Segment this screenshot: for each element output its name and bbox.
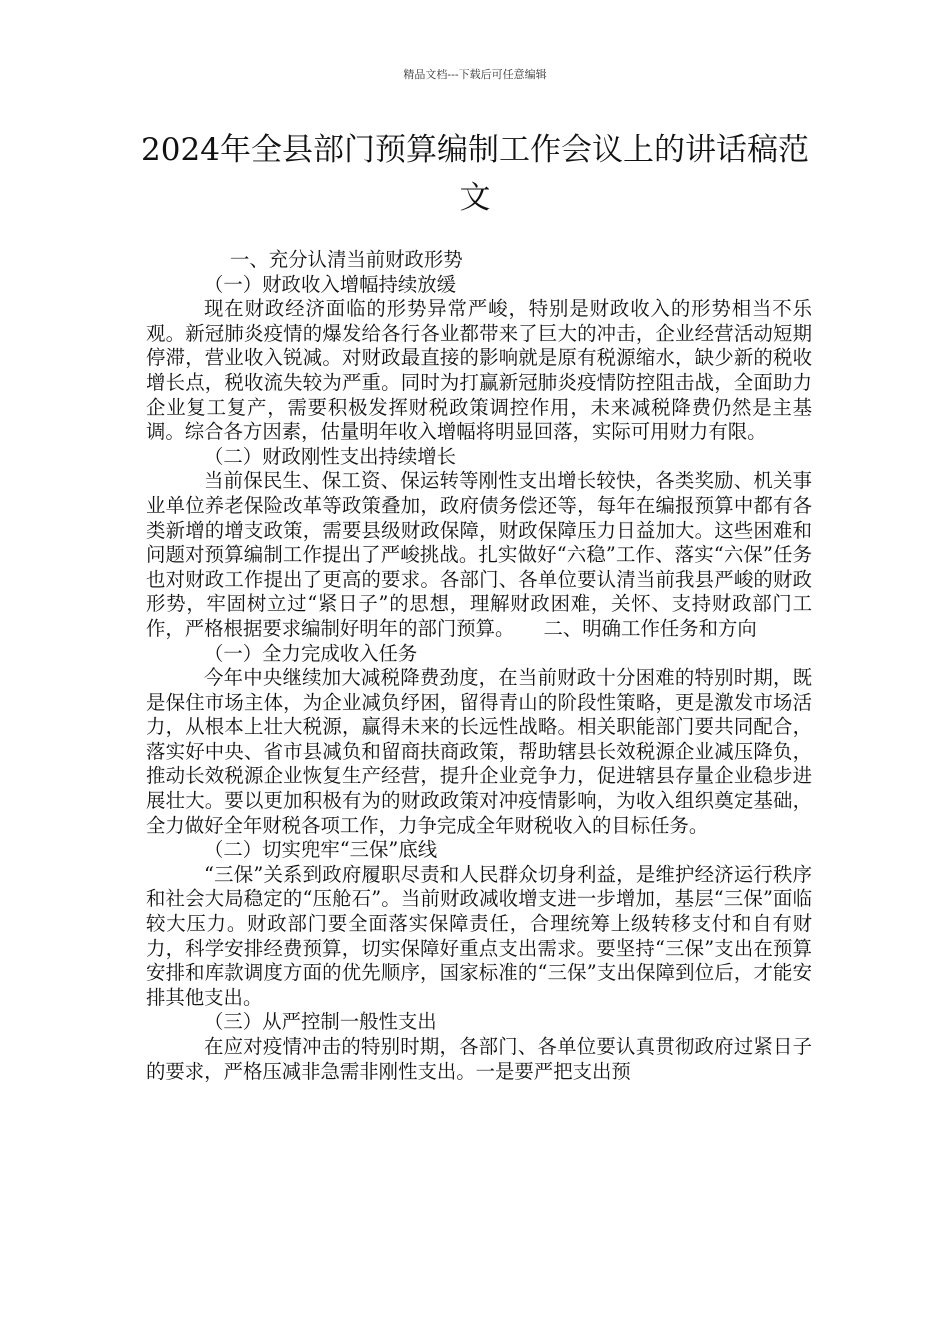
subsection-heading-1-2: （二）财政刚性支出持续增长 [204,444,457,468]
paragraph-2-2: “三保”关系到政府履职尽责和人民群众切身利益，是维护经济运行秩序和社会大局稳定的“压舱石”。当前财政减收增支进一步增加，基层“三保”面临较大压力。财政部门要全面落实保障责任，合理统筹上级转移支付和自有财力，科学安排经费预算，切实保障好重点支出需求。要坚持“三保”支出在预算安排和库款调度方面的优先顺序，国家标准的“三保”支出保障到位后，才能安排其他支出。 [146,862,812,1009]
subsection-heading-2-1: （一）全力完成收入任务 [204,641,418,665]
section-heading-1: 一、充分认清当前财政形势 [230,248,463,271]
paragraph-2-1: 今年中央继续加大减税降费劲度，在当前财政十分困难的特别时期，既是保住市场主体，为企业减负纾困，留得青山的阶段性策略，更是激发市场活力，从根本上壮大税源，赢得未来的长远性战略。相关职能部门要共同配合，落实好中央、省市县减负和留商扶商政策，帮助辖县长效税源企业减压降负，推动长效税源企业恢复生产经营，提升企业竞争力，促进辖县存量企业稳步进展壮大。要以更加积极有为的财政政策对冲疫情影响，为收入组织奠定基础，全力做好全年财税各项工作，力争完成全年财税收入的目标任务。 [146,666,812,837]
subsection-heading-2-2: （二）切实兜牢“三保”底线 [204,838,438,862]
paragraph-2-3: 在应对疫情冲击的特别时期，各部门、各单位要认真贯彻政府过紧日子的要求，严格压减非急需非刚性支出。一是要严把支出预 [146,1035,812,1083]
document-title: 2024年全县部门预算编制工作会议上的讲话稿范文 [141,132,809,216]
header-note: 精品文档---下载后可任意编辑 [403,68,547,81]
document-body [146,248,812,1084]
subsection-heading-1-1: （一）财政收入增幅持续放缓 [204,272,457,296]
paragraph-1-2: 当前保民生、保工资、保运转等刚性支出增长较快，各类奖励、机关事业单位养老保险改革等政策叠加，政府债务偿还等，每年在编报预算中都有各类新增的增支政策，需要县级财政保障，财政保障压力日益加大。这些困难和问题对预算编制工作提出了严峻挑战。扎实做好“六稳”工作、落实“六保”任务也对财政工作提出了更高的要求。各部门、各单位要认清当前我县严峻的财政形势，牢固树立过“紧日子”的思想，理解财政困难，关怀、支持财政部门工作，严格根据要求编制好明年的部门预算。 二、明确工作任务和方向 [146,469,812,640]
paragraph-1-1: 现在财政经济面临的形势异常严峻，特别是财政收入的形势相当不乐观。新冠肺炎疫情的爆发给各行各业都带来了巨大的冲击，企业经营活动短期停滞，营业收入锐减。对财政最直接的影响就是原有税源缩水，缺少新的税收增长点，税收流失较为严重。同时为打赢新冠肺炎疫情防控阻击战，全面助力企业复工复产，需要积极发挥财税政策调控作用，未来减税降费仍然是主基调。综合各方因素，估量明年收入增幅将明显回落，实际可用财力有限。 [146,297,812,444]
subsection-heading-2-3: （三）从严控制一般性支出 [204,1010,437,1034]
